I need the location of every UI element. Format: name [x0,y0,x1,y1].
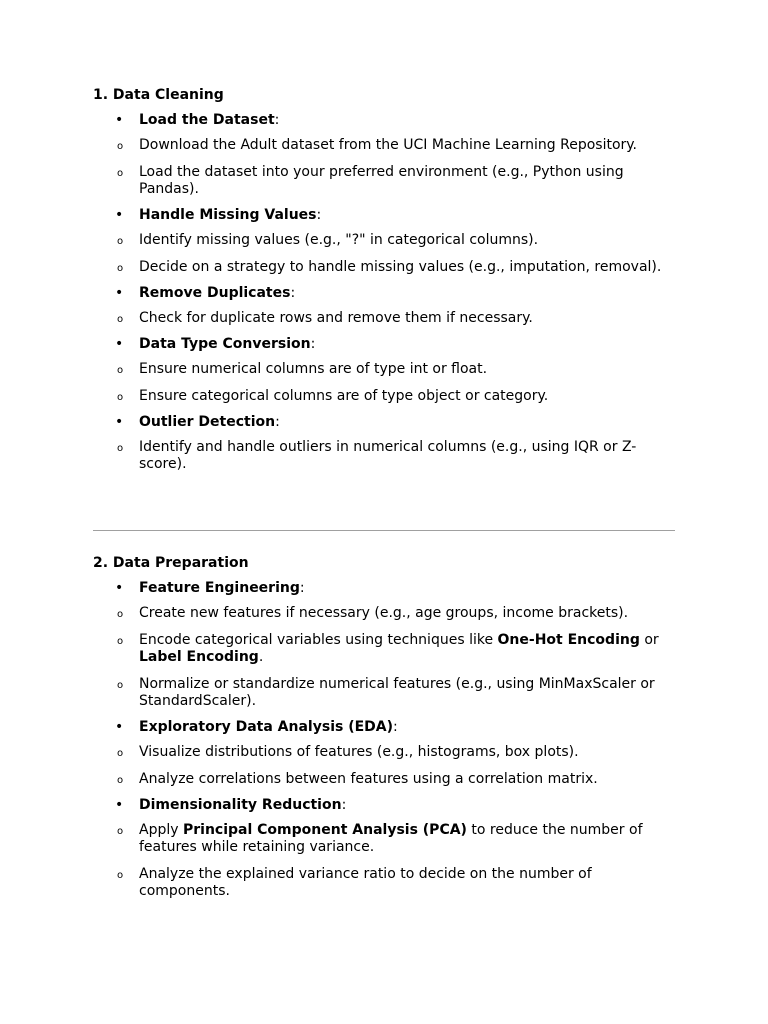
sub-list [93,439,675,473]
list-item [93,112,675,129]
sub-list-item: o Normalize or standardize numerical features (e.g., using MinMaxScaler or StandardScaler). [117,676,655,709]
sub-list-item: o Identify and handle outliers in numerical columns (e.g., using IQR or Z-score). [117,439,637,472]
circle-bullet-icon: o [117,870,124,881]
sub-list-item: o Analyze the explained variance ratio to decide on the number of components. [117,866,592,899]
sub-list [93,232,675,276]
list-item [93,336,675,353]
circle-bullet-icon: o [117,826,124,837]
sub-list-item: o Download the Adult dataset from the UCI Machine Learning Repository. [93,137,675,154]
bullet-icon: • [115,285,124,301]
bullet-heading: Load the Dataset: [139,112,280,128]
sub-list-item: o Ensure numerical columns are of type int or float. [93,361,675,378]
section-divider [93,530,675,531]
circle-bullet-icon: o [117,636,124,647]
sub-list [93,310,675,327]
bullet-icon: • [115,112,124,128]
sub-list-item: o Load the dataset into your preferred environment (e.g., Python using Pandas). [117,164,624,197]
circle-bullet-icon: o [117,168,124,179]
section-data-preparation [93,555,675,900]
sub-list [93,744,675,788]
bullet-icon: • [115,719,124,735]
sub-list [93,361,675,405]
sub-list-item: o Check for duplicate rows and remove them if necessary. [93,310,675,327]
sub-list-item: o Identify missing values (e.g., "?" in categorical columns). [93,232,675,249]
circle-bullet-icon: o [117,263,124,274]
bullet-icon: • [115,414,124,430]
section-data-cleaning [93,87,675,473]
sub-list-item: o Encode categorical variables using techniques like One-Hot Encoding or Label Encoding. [117,632,659,665]
sub-list-item: o Visualize distributions of features (e.g., histograms, box plots). [93,744,675,761]
sub-list [93,137,675,198]
list-item [93,580,675,597]
bullet-heading: Exploratory Data Analysis (EDA): [139,719,398,735]
list-item [93,207,675,224]
circle-bullet-icon: o [117,443,124,454]
bullet-icon: • [115,207,124,223]
bullet-icon: • [115,580,124,596]
list-item [93,414,675,431]
bullet-icon: • [115,336,124,352]
list-item [93,797,675,814]
circle-bullet-icon: o [117,392,124,403]
bullet-heading: Data Type Conversion: [139,336,316,352]
bullet-icon: • [115,797,124,813]
sub-list [93,822,675,900]
list-item [93,719,675,736]
section-title: 1. Data Cleaning [93,87,224,103]
circle-bullet-icon: o [117,680,124,691]
circle-bullet-icon: o [117,236,124,247]
bullet-heading: Remove Duplicates: [139,285,296,301]
sub-list-item: o Apply Principal Component Analysis (PCA) to reduce the number of features while retaining variance. [117,822,643,855]
circle-bullet-icon: o [117,775,124,786]
circle-bullet-icon: o [117,365,124,376]
circle-bullet-icon: o [117,609,124,620]
bullet-heading: Handle Missing Values: [139,207,322,223]
circle-bullet-icon: o [117,314,124,325]
bullet-heading: Outlier Detection: [139,414,280,430]
sub-list [93,605,675,710]
sub-list-item: o Decide on a strategy to handle missing values (e.g., imputation, removal). [93,259,675,276]
list-item [93,285,675,302]
circle-bullet-icon: o [117,141,124,152]
sub-list-item: o Create new features if necessary (e.g., age groups, income brackets). [93,605,675,622]
sub-list-item: o Ensure categorical columns are of type object or category. [93,388,675,405]
bullet-heading: Dimensionality Reduction: [139,797,347,813]
circle-bullet-icon: o [117,748,124,759]
bullet-heading: Feature Engineering: [139,580,305,596]
section-title: 2. Data Preparation [93,555,249,571]
sub-list-item: o Analyze correlations between features using a correlation matrix. [93,771,675,788]
